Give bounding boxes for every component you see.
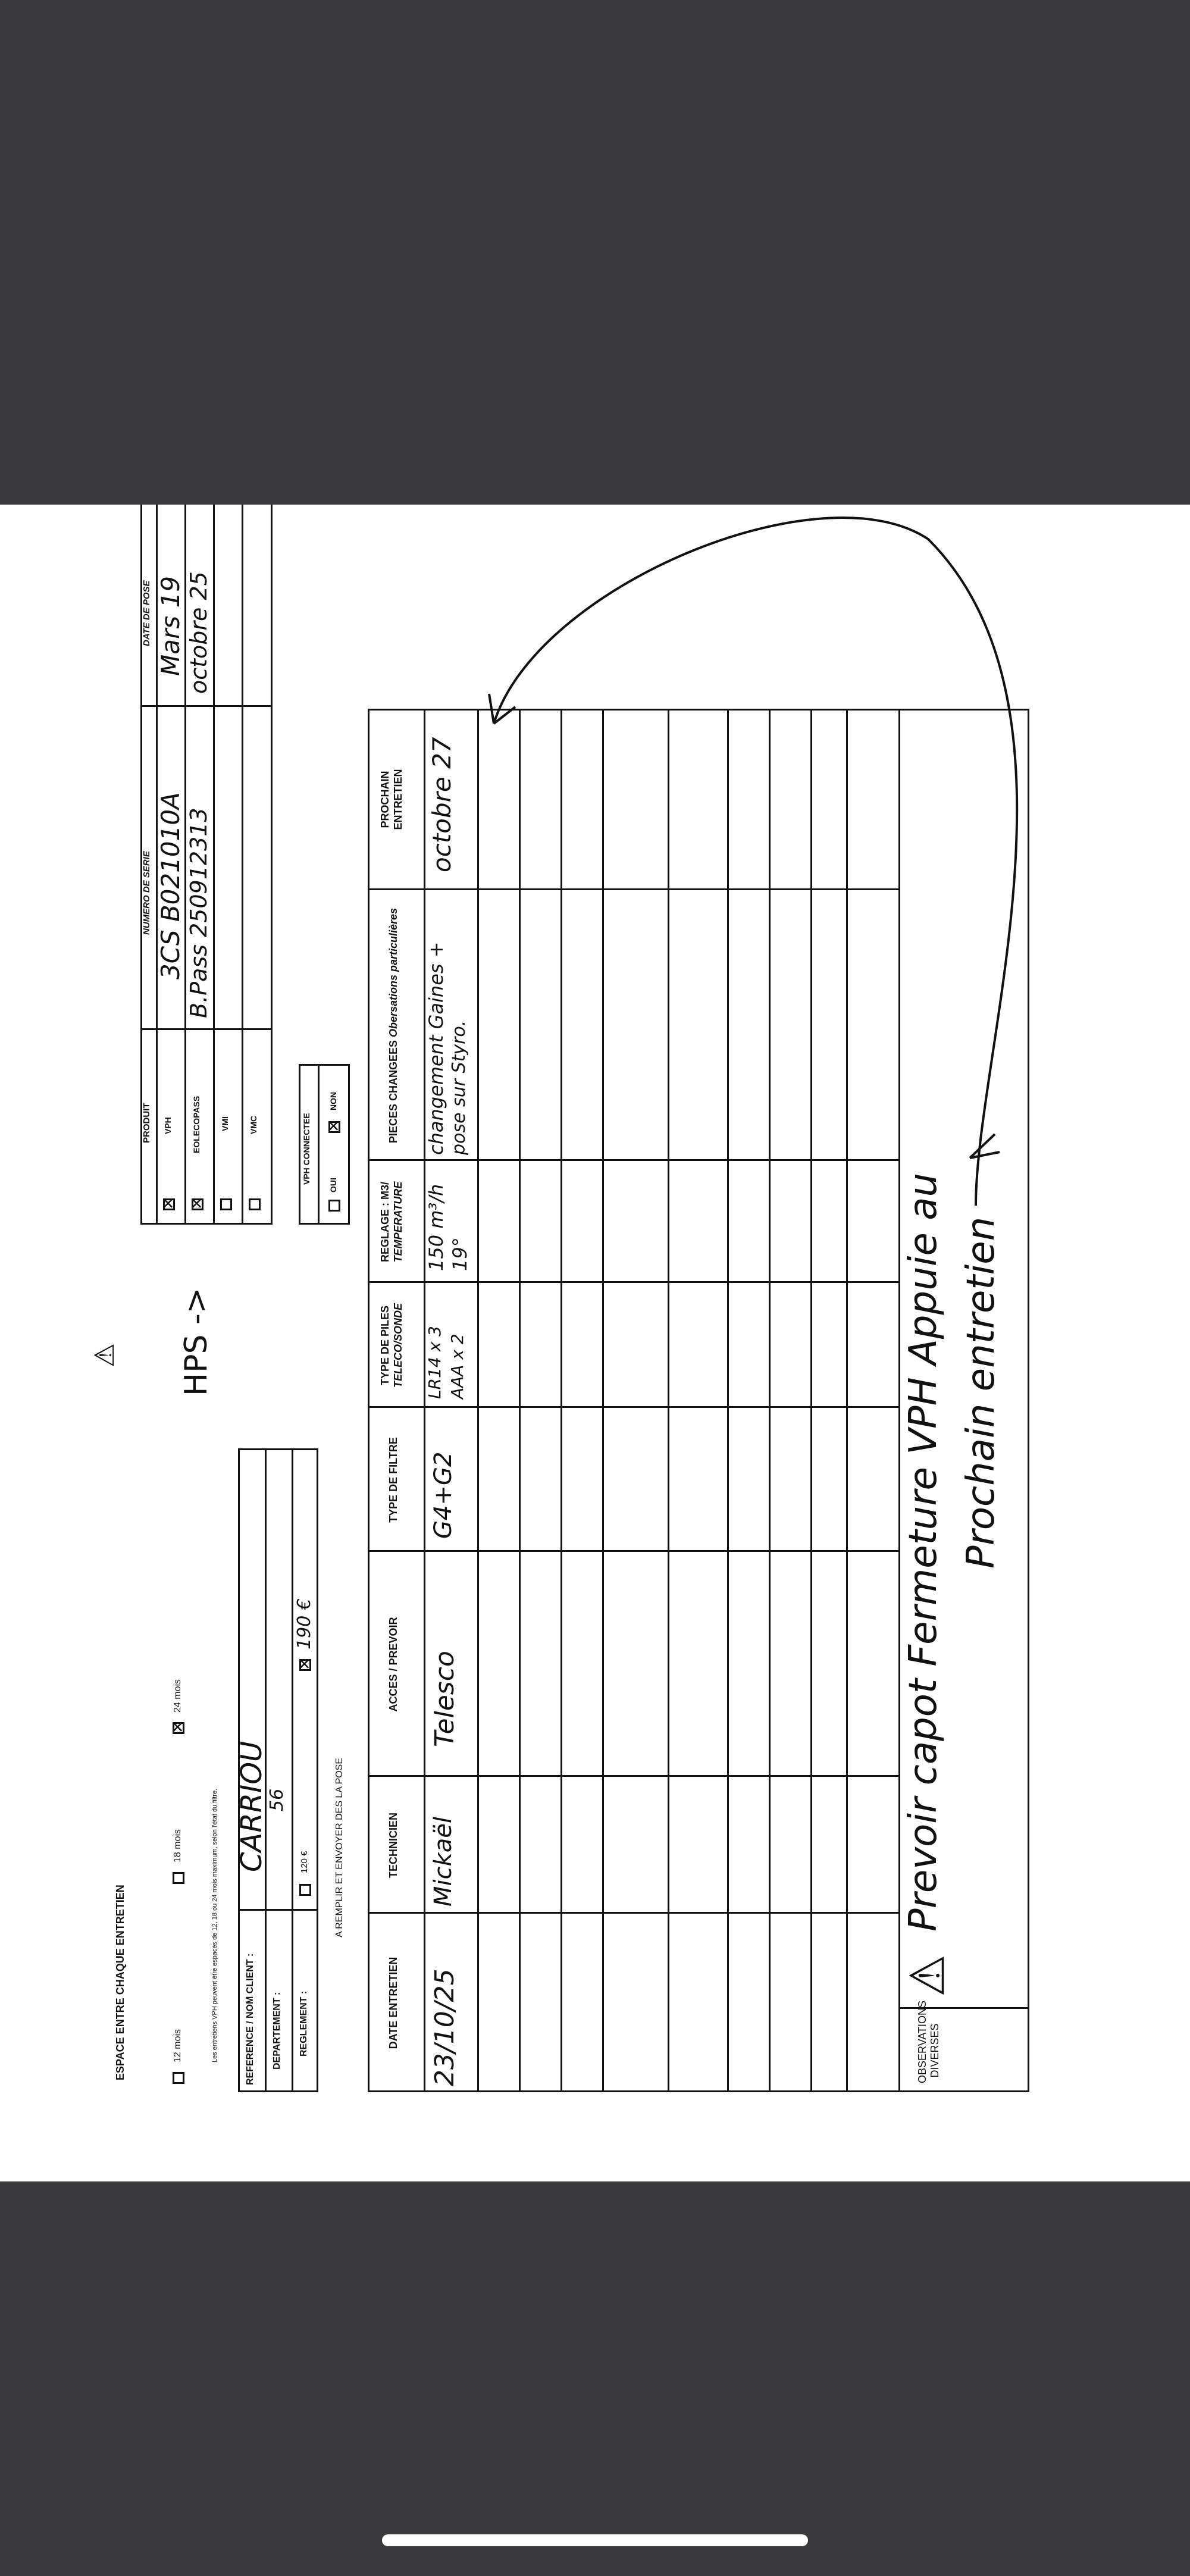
observations-label: OBSERVATIONS DIVERSES bbox=[916, 2000, 941, 2083]
row1-pieces: changement Gaines + bbox=[425, 941, 447, 1155]
row1-filtre: G4+G2 bbox=[430, 1451, 457, 1539]
col-type-piles: TYPE DE PILES TELECO/SONDE bbox=[379, 1303, 404, 1388]
warning-icon-observations: ⚠ bbox=[900, 1954, 955, 1997]
warning-icon-hps: ⚠ bbox=[88, 1343, 120, 1367]
observations-text-1: Prevoir capot Fermeture VPH Appuie au bbox=[901, 1173, 945, 1932]
row1-pieces2: pose sur Styro. bbox=[449, 1020, 469, 1155]
price-120: 120 € bbox=[299, 1851, 309, 1873]
interval-note: Les entretiens VPH peuvent être espacés de 12, 18 ou 24 mois maximum, selon l'état du filtre. bbox=[211, 1788, 218, 2062]
row1-date: 23/10/25 bbox=[430, 1968, 460, 2086]
col-acces-prevoir: ACCES / PREVOIR bbox=[387, 1617, 399, 1712]
col-type-filtre: TYPE DE FILTRE bbox=[387, 1437, 399, 1523]
col-technicien: TECHNICIEN bbox=[387, 1813, 399, 1879]
date-pose-label: DATE DE POSE bbox=[142, 580, 152, 646]
label-oui: OUI bbox=[328, 1178, 338, 1192]
ref-label: REFERENCE / NOM CLIENT : bbox=[245, 1953, 255, 2085]
top-dark-band bbox=[0, 0, 1190, 505]
row1-piles2: AAA x 2 bbox=[447, 1334, 467, 1399]
col-date-entretien: DATE ENTRETIEN bbox=[387, 1957, 399, 2049]
vph-connectee-title: VPH CONNECTEE bbox=[302, 1113, 311, 1185]
espace-title: ESPACE ENTRE CHAQUE ENTRETIEN bbox=[114, 1885, 126, 2080]
dept-value: 56 bbox=[267, 1788, 287, 1811]
row1-piles: LR14 x 3 bbox=[425, 1326, 444, 1399]
col-pieces-changees: PIECES CHANGEES Obersations particulières bbox=[387, 907, 399, 1144]
col-prochain-entretien: PROCHAIN ENTRETIEN bbox=[379, 769, 404, 830]
row1-reglage2: 19° bbox=[449, 1237, 471, 1271]
observations-text-2: Prochain entretien bbox=[959, 1216, 1003, 1569]
bottom-dark-band bbox=[0, 2181, 1190, 2576]
produit-vmi: VMI bbox=[220, 1116, 230, 1131]
col-reglage: REGLAGE : M3/ TEMPERATURE bbox=[379, 1181, 404, 1263]
scanned-form-page bbox=[0, 505, 1190, 2181]
price-190: 190 € bbox=[294, 1598, 315, 1649]
curved-arrow-icon bbox=[0, 505, 1190, 2181]
row1-reglage: 150 m³/h bbox=[425, 1184, 447, 1271]
serial-vph: 3CS B021010A bbox=[156, 792, 185, 979]
row1-prochain: octobre 27 bbox=[427, 737, 456, 872]
a-remplir-label: A REMPLIR ET ENVOYER DES LA POSE bbox=[334, 1757, 345, 1938]
label-12-mois: 12 mois bbox=[173, 2029, 183, 2062]
row1-technicien: Mickaël bbox=[430, 1816, 457, 1907]
serial-eolecopass: B.Pass 250912313 bbox=[186, 807, 212, 1018]
date-pose-vph: Mars 19 bbox=[156, 576, 185, 676]
produit-eolecopass: EOLECOPASS bbox=[192, 1095, 201, 1153]
numero-serie-label: NUMERO DE SERIE bbox=[142, 851, 152, 935]
label-24-mois: 24 mois bbox=[173, 1679, 183, 1713]
produit-vph: VPH bbox=[163, 1117, 173, 1134]
dept-label: DEPARTEMENT : bbox=[272, 1992, 282, 2070]
produit-title: PRODUIT bbox=[142, 1103, 152, 1143]
label-18-mois: 18 mois bbox=[173, 1829, 183, 1863]
maintenance-form bbox=[0, 505, 1190, 2181]
label-non: NON bbox=[328, 1091, 338, 1110]
hps-annotation: HPS -> bbox=[178, 1287, 214, 1396]
produit-vmc: VMC bbox=[249, 1115, 258, 1134]
home-indicator[interactable] bbox=[382, 2534, 808, 2546]
reglement-label: REGLEMENT : bbox=[299, 1990, 309, 2057]
row1-acces: Telesco bbox=[430, 1651, 460, 1747]
ref-value: CARRIOU bbox=[235, 1741, 268, 1872]
date-pose-eolecopass: octobre 25 bbox=[186, 571, 212, 694]
